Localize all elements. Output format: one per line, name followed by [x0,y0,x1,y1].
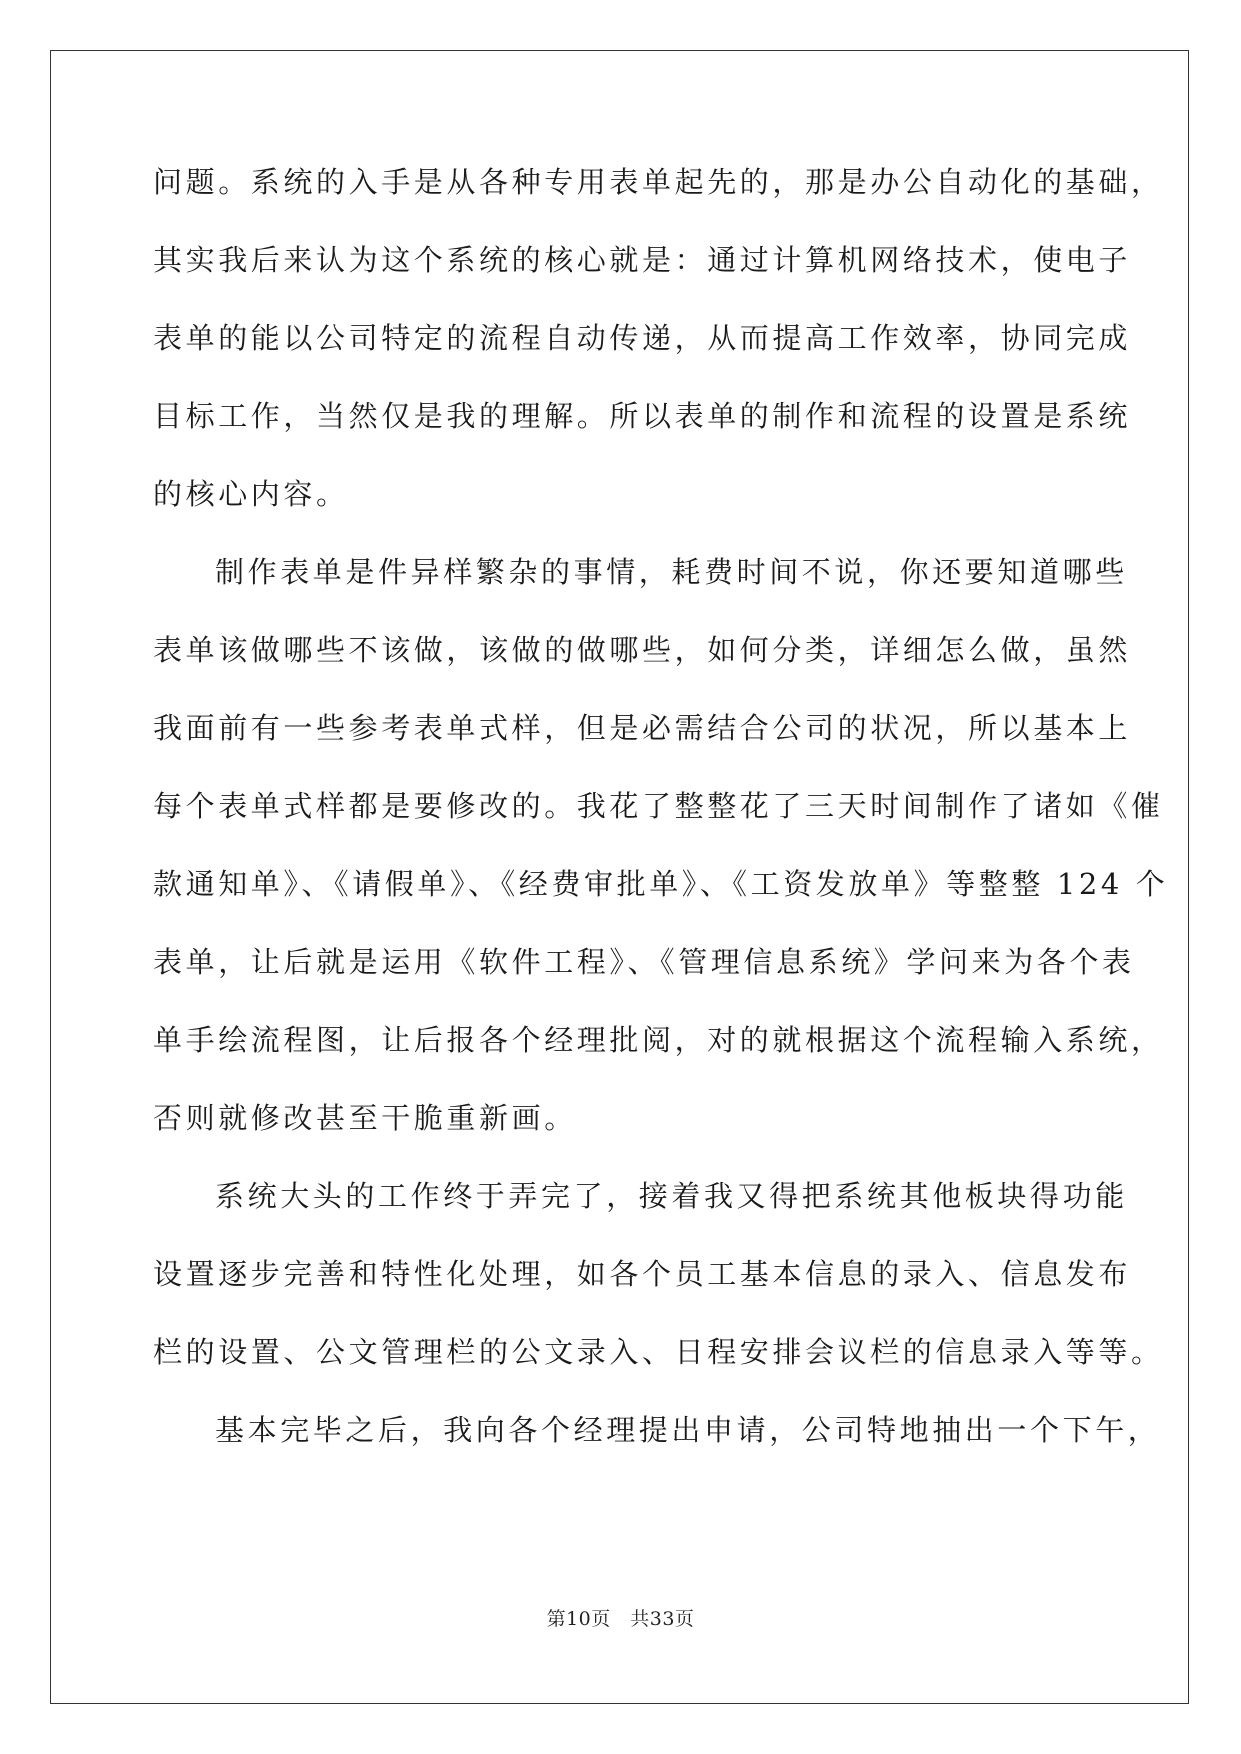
document-body [153,152,1169,1478]
text-line: 基本完毕之后，我向各个经理提出申请，公司特地抽出一个下午， [215,1413,1161,1447]
text-line: 制作表单是件异样繁杂的事情，耗费时间不说，你还要知道哪些 [215,555,1128,589]
text-line: 表单的能以公司特定的流程自动传递，从而提高工作效率，协同完成 [153,321,1132,355]
text-line: 问题。系统的入手是从各种专用表单起先的，那是办公自动化的基础， [153,165,1164,199]
text-line: 否则就修改甚至干脆重新画。 [153,1101,577,1135]
text-line: 设置逐步完善和特性化处理，如各个员工基本信息的录入、信息发布 [153,1257,1132,1291]
text-line: 表单，让后就是运用《软件工程》、《管理信息系统》学问来为各个表 [153,945,1135,979]
text-line: 款通知单》、《请假单》、《经费审批单》、《工资发放单》等整整 124 个 [153,867,1169,901]
text-line: 的核心内容。 [153,477,349,511]
text-line: 系统大头的工作终于弄完了，接着我又得把系统其他板块得功能 [215,1179,1128,1213]
page-number-footer: 第10页 共33页 [546,1608,695,1630]
text-line: 单手绘流程图，让后报各个经理批阅，对的就根据这个流程输入系统， [153,1023,1164,1057]
text-line: 目标工作，当然仅是我的理解。所以表单的制作和流程的设置是系统 [153,399,1132,433]
text-line: 我面前有一些参考表单式样，但是必需结合公司的状况，所以基本上 [153,711,1132,745]
text-line: 表单该做哪些不该做，该做的做哪些，如何分类，详细怎么做，虽然 [153,633,1132,667]
text-line: 栏的设置、公文管理栏的公文录入、日程安排会议栏的信息录入等等。 [153,1335,1164,1369]
text-line: 每个表单式样都是要修改的。我花了整整花了三天时间制作了诸如《催 [153,789,1164,823]
text-line: 其实我后来认为这个系统的核心就是：通过计算机网络技术，使电子 [153,243,1132,277]
